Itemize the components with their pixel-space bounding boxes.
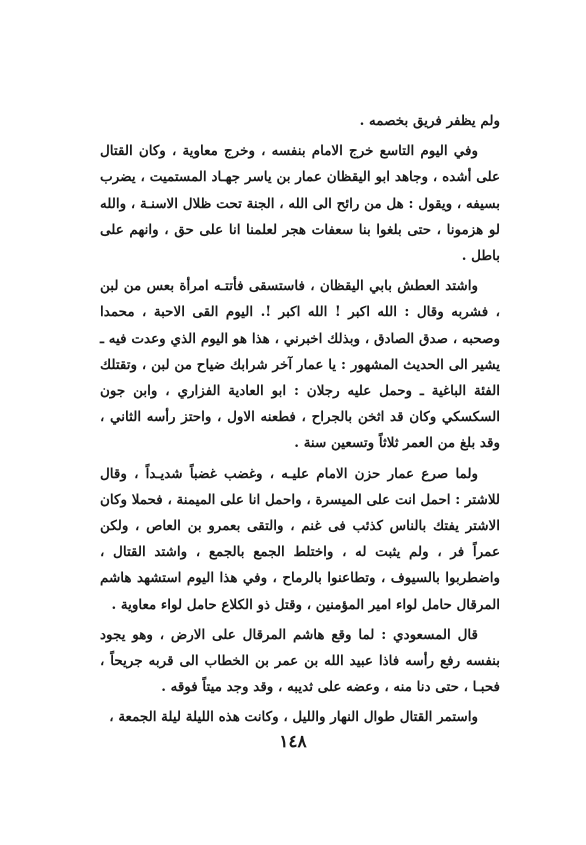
paragraph-1: ولم يظفر فريق بخصمه . <box>359 113 500 129</box>
paragraph-2: وفي اليوم التاسع خرج الامام بنفسه ، وخرج معاوية ، وكان القتال على أشده ، وجاهد ابو اليقظان عمار بن ياسر جهـاد المستميت ، يضرب بسيفه ، ويقول : هل من رائح الى الله ، الجنة تحت ظلال الاسنـة ، والله لو هزمونا ، حتى بلغوا بنا سعفات هجر لعلمنا انا على حق ، وانهم على باطل . <box>100 143 500 265</box>
paragraph-6: واستمر القتال طوال النهار والليل ، وكانت هذه الليلة ليلة الجمعة ، <box>109 709 478 726</box>
body-text <box>100 108 500 731</box>
page-number: ١٤٨ <box>279 732 307 752</box>
paragraph-5: قال المسعودي : لما وقع هاشم المرقال على الارض ، وهو يجود بنفسه رفع رأسه فاذا عبيد الله بن عمر بن الخطاب الى قربه جريحاً ، فحبـا ، حتى دنا منه ، وعضه على ثديبه ، وقد وجد ميتاً فوقه . <box>100 626 500 696</box>
paragraph-3: واشتد العطش بابي اليقظان ، فاستسقى فأتتـه امرأة بعس من لبن ، فشربه وقال : الله اكبر ! الله اكبر !. اليوم القى الاحبة ، محمدا وصحبه ، صدق الصادق ، وبذلك اخبرني ، هذا هو اليوم الذي وعدت فيه ـ يشير الى الحديث المشهور : يا عمار آخر شرابك ضياح من لبن ، وتقتلك الفئة الباغية ـ وحمل عليه رجلان : ابو العادية الفزاري ، وابن جون السكسكي وكان قد اثخن بالجراح ، فطعنه الاول ، واحتز رأسه الثاني ، وقد بلغ من العمر ثلاثاً وتسعين سنة . <box>100 278 500 452</box>
paragraph-4: ولما صرع عمار حزن الامام عليـه ، وغضب غضباً شديـداً ، وقال للاشتر : احمل انت على الميسرة ، واحمل انا على الميمنة ، فحملا وكان الاشتر يفتك بالناس كذئب فى غنم ، والتقى بعمرو بن العاص ، ولكن عمراً فر ، ولم يثبت له ، واختلط الجمع بالجمع ، واشتد القتال ، واضطربوا بالسيوف ، وتطاعنوا بالرماح ، وفي هذا اليوم استشهد هاشم المرقال حامل لواء امير المؤمنين ، وقتل ذو الكلاع حامل لواء معاوية . <box>100 465 500 613</box>
